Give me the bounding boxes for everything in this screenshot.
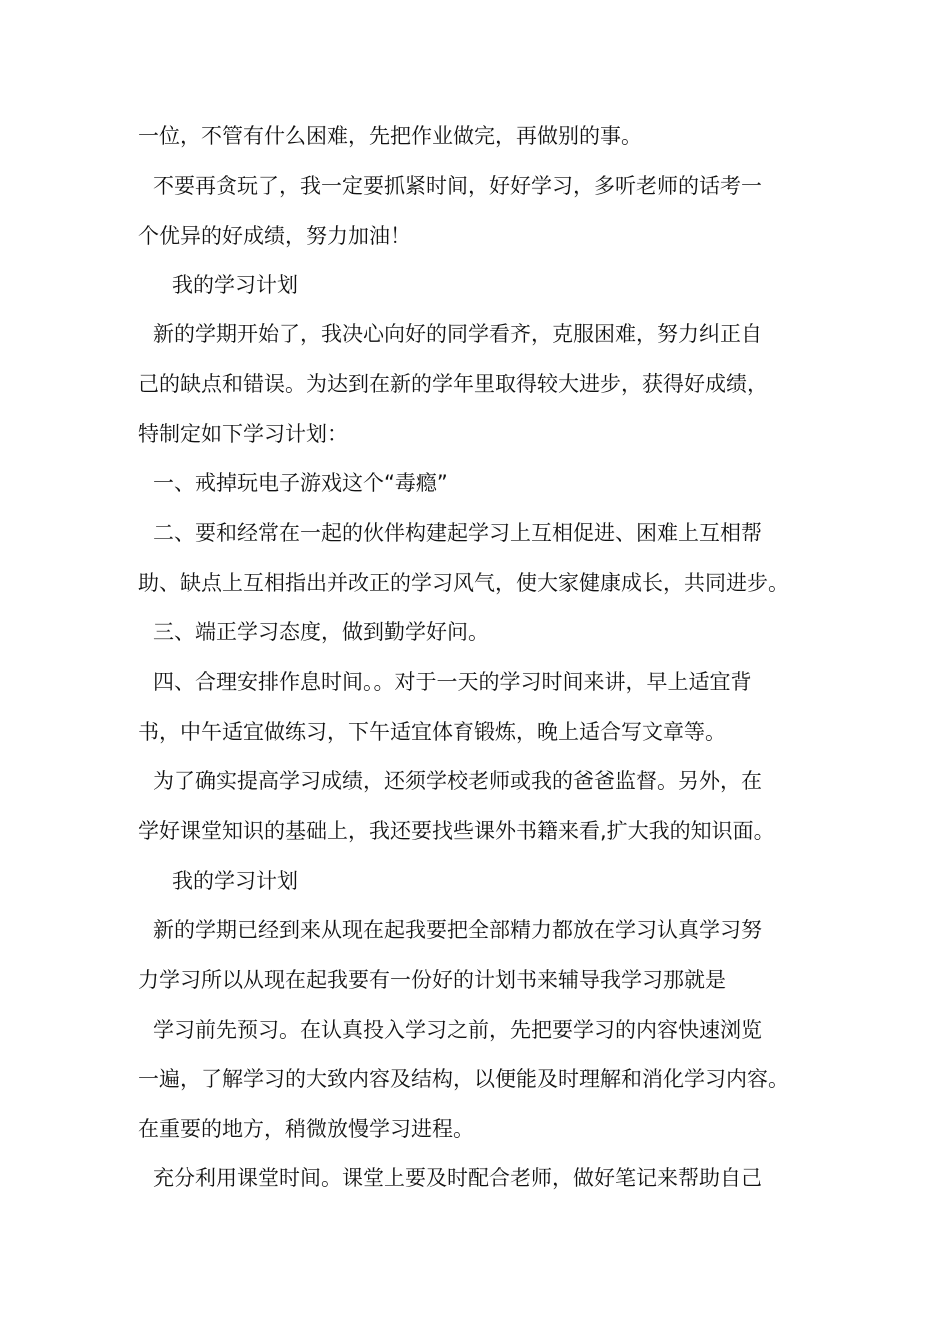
text-line: 一遍，了解学习的大致内容及结构，以便能及时理解和消化学习内容。	[138, 1067, 789, 1091]
text-line: 书，中午适宜做练习，下午适宜体育锻炼，晚上适合写文章等。	[138, 720, 726, 744]
text-line: 在重要的地方，稍微放慢学习进程。	[138, 1117, 474, 1141]
text-line: 特制定如下学习计划：	[138, 422, 348, 446]
text-line: 个优异的好成绩，努力加油！	[138, 224, 411, 248]
list-item: 三、端正学习态度，做到勤学好问。	[153, 620, 489, 644]
text-line: 学好课堂知识的基础上，我还要找些课外书籍来看,扩大我的知识面。	[138, 819, 775, 843]
list-item: 四、合理安排作息时间。。对于一天的学习时间来讲，早上适宜背	[153, 670, 752, 694]
list-item: 二、要和经常在一起的伙伴构建起学习上互相促进、困难上互相帮	[153, 521, 762, 545]
text-line: 充分利用课堂时间。课堂上要及时配合老师，做好笔记来帮助自己	[153, 1166, 762, 1190]
text-line: 己的缺点和错误。为达到在新的学年里取得较大进步，获得好成绩，	[138, 372, 768, 396]
text-line: 不要再贪玩了，我一定要抓紧时间，好好学习，多听老师的话考一	[153, 174, 762, 198]
text-line: 一位，不管有什么困难，先把作业做完，再做别的事。	[138, 124, 642, 148]
section-heading: 我的学习计划	[172, 273, 298, 297]
section-heading: 我的学习计划	[172, 869, 298, 893]
text-line: 力学习所以从现在起我要有一份好的计划书来辅导我学习那就是	[138, 968, 726, 992]
text-line: 新的学期已经到来从现在起我要把全部精力都放在学习认真学习努	[153, 918, 762, 942]
text-line: 助、缺点上互相指出并改正的学习风气，使大家健康成长，共同进步。	[138, 571, 789, 595]
list-item: 一、戒掉玩电子游戏这个“毒瘾”	[153, 471, 448, 495]
text-line: 新的学期开始了，我决心向好的同学看齐，克服困难，努力纠正自	[153, 322, 762, 346]
text-line: 学习前先预习。在认真投入学习之前，先把要学习的内容快速浏览	[153, 1018, 762, 1042]
text-line: 为了确实提高学习成绩，还须学校老师或我的爸爸监督。另外，在	[153, 769, 762, 793]
